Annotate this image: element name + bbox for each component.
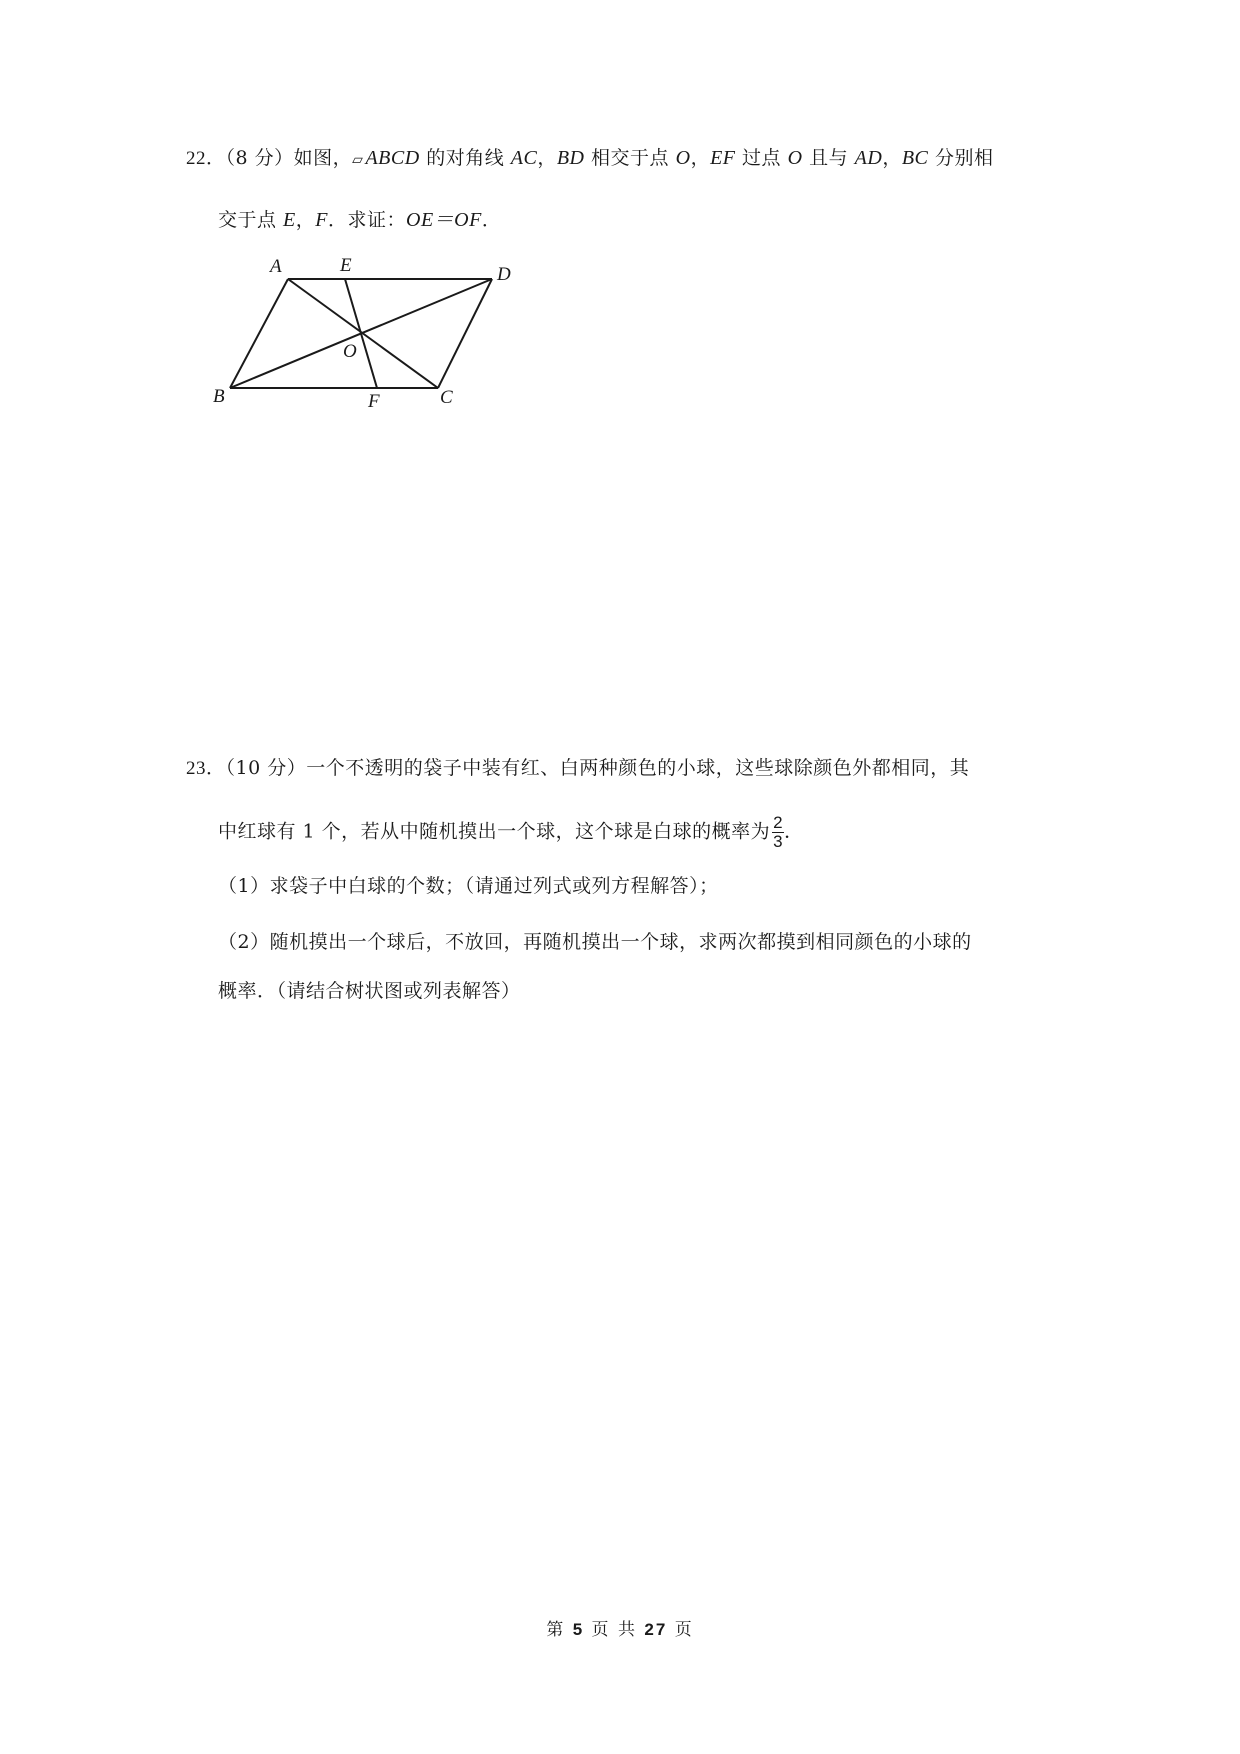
q23-score: （10 分） — [225, 757, 307, 779]
parallelogram-icon: ▱ — [352, 152, 364, 168]
q22-proof-statement: OE＝OF — [406, 209, 482, 231]
label-b: B — [213, 386, 225, 407]
total-pages-number: 27 — [644, 1620, 668, 1639]
label-d: D — [497, 264, 511, 285]
q23-text: 中红球有 1 个，若从中随机摸出一个球，这个球是白球的概率为 — [218, 820, 771, 843]
q22-math-bc: BC — [901, 147, 929, 169]
q23-text: 一个不透明的袋子中装有红、白两种颜色的小球，这些球除颜色外都相同，其 — [306, 757, 970, 779]
q22-text: 分别相 — [928, 147, 994, 169]
q22-text: ， — [295, 209, 316, 231]
q23-part-1 — [218, 874, 719, 898]
q22-text: ． — [481, 209, 502, 231]
q23-part-1-text: （1）求袋子中白球的个数；（请通过列式或列方程解答）； — [218, 875, 719, 897]
fraction-numerator: 2 — [773, 813, 784, 832]
q23-part-2-text: （2）随机摸出一个球后，不放回，再随机摸出一个球，求两次都摸到相同颜色的小球的 — [218, 931, 972, 953]
fraction-denominator: 3 — [773, 832, 784, 851]
q22-math-ef: EF — [710, 147, 736, 169]
label-o: O — [343, 341, 357, 362]
q22-math-f: F — [315, 209, 328, 231]
q22-math-o: O — [787, 147, 803, 169]
q23-line-2 — [218, 814, 804, 851]
q22-text: ．求证： — [328, 209, 407, 231]
q23-number: 23． — [186, 758, 226, 779]
q22-math-bd: BD — [556, 147, 585, 169]
q22-math-e: E — [283, 209, 296, 231]
label-f: F — [368, 391, 380, 410]
q22-text: 相交于点 — [584, 147, 676, 169]
current-page-number: 5 — [572, 1620, 585, 1639]
q22-text: ， — [882, 147, 902, 169]
q22-text: 交于点 — [218, 209, 284, 231]
q22-text: 过点 — [735, 147, 788, 169]
q23-line-1 — [186, 756, 969, 781]
footer-text: 页 — [667, 1620, 694, 1640]
q22-text: 如图， — [293, 147, 353, 169]
segment-dc — [438, 279, 492, 388]
q22-number: 22． — [186, 148, 226, 169]
segment-ef — [345, 279, 377, 388]
q22-text: ， — [690, 147, 711, 169]
segment-ab — [230, 279, 288, 388]
label-e: E — [340, 255, 352, 276]
q22-math-ac: AC — [510, 147, 538, 169]
q23-part-2-text: 概率．（请结合树状图或列表解答） — [218, 980, 521, 1002]
footer-text: 页 共 — [584, 1620, 645, 1640]
q23-text: ． — [784, 820, 804, 843]
q23-part-2-line-1 — [218, 930, 972, 954]
probability-fraction — [772, 814, 784, 851]
q22-line-1 — [186, 146, 993, 172]
q22-math-abcd: ABCD — [365, 147, 420, 169]
label-c: C — [440, 387, 453, 408]
q22-math-o: O — [675, 147, 691, 169]
q23-part-2-line-2 — [218, 979, 521, 1003]
label-a: A — [270, 256, 282, 277]
q22-math-ad: AD — [854, 147, 883, 169]
q22-line-2 — [218, 208, 501, 232]
q22-score: （8 分） — [225, 147, 294, 169]
q22-text: 的对角线 — [419, 147, 511, 169]
page-footer — [0, 1615, 1240, 1640]
q22-text: 且与 — [802, 147, 855, 169]
footer-text: 第 — [546, 1620, 573, 1640]
parallelogram-figure — [210, 250, 540, 410]
q22-text: ， — [537, 147, 557, 169]
